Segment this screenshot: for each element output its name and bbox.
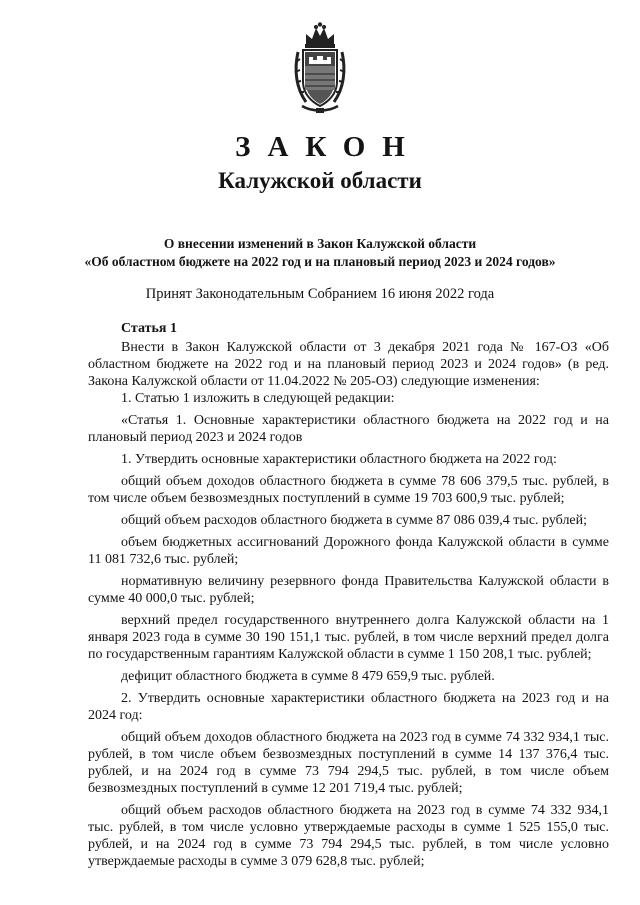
article-heading: Статья 1	[121, 321, 177, 336]
paragraph: нормативную величину резервного фонда Правительства Калужской области в сумме 40 000,0 тыс. рублей;	[88, 574, 609, 606]
paragraph: общий объем расходов областного бюджета в сумме 87 086 039,4 тыс. рублей;	[121, 513, 588, 528]
article-body	[88, 320, 609, 870]
law-title: ЗАКОН	[235, 131, 422, 163]
paragraph: общий объем доходов областного бюджета на 2023 год в сумме 74 332 934,1 тыс. рублей, в том числе объем безвозмездных поступлений в сумме 14 137 376,4 тыс. рублей, и на 2024 год в сумме 73 794 294,5 тыс. рублей, в том числе объем безвозмездных поступлений в сумме 12 201 719,4 тыс. рублей;	[88, 730, 609, 796]
region-title: Калужской области	[218, 168, 422, 193]
paragraph: 1. Утвердить основные характеристики областного бюджета на 2022 год:	[121, 452, 557, 467]
adoption-note: Принят Законодательным Собранием 16 июня 2022 года	[145, 286, 495, 302]
paragraph: общий объем расходов областного бюджета на 2023 год в сумме 74 332 934,1 тыс. рублей, в том числе условно утверждаемые расходы в сумме 1 525 155,0 тыс. рублей, и на 2024 год в сумме 73 794 294,5 тыс. рублей, в том числе условно утверждаемые расходы в сумме 3 079 628,8 тыс. рублей;	[88, 803, 609, 869]
paragraph: «Статья 1. Основные характеристики областного бюджета на 2022 год и на плановый период 2023 и 2024 годов	[88, 413, 609, 445]
paragraph: Внести в Закон Калужской области от 3 декабря 2021 года № 167-ОЗ «Об областном бюджете на 2022 год и на плановый период 2023 и 2024 годов» (в ред. Закона Калужской области от 11.04.2022 № 205-ОЗ) следующие изменения:	[88, 340, 609, 389]
paragraph: 2. Утвердить основные характеристики областного бюджета на 2023 год и на 2024 год:	[88, 691, 609, 723]
subject-line-1: О внесении изменений в Закон Калужской области	[163, 236, 477, 251]
law-subject	[40, 235, 600, 271]
paragraph: объем бюджетных ассигнований Дорожного фонда Калужской области в сумме 11 081 732,6 тыс. рублей;	[88, 535, 609, 567]
paragraph: 1. Статью 1 изложить в следующей редакции:	[121, 391, 395, 406]
paragraph: общий объем доходов областного бюджета в сумме 78 606 379,5 тыс. рублей, в том числе объем безвозмездных поступлений в сумме 19 703 600,9 тыс. рублей;	[88, 474, 609, 506]
kaluga-region-coat-of-arms-icon	[292, 22, 348, 114]
subject-line-2: «Об областном бюджете на 2022 год и на плановый период 2023 и 2024 годов»	[84, 254, 556, 269]
paragraph: верхний предел государственного внутреннего долга Калужской области на 1 января 2023 года в сумме 30 190 151,1 тыс. рублей, в том числе верхний предел долга по государственным гарантиям Калужской области в сумме 1 150 208,1 тыс. рублей;	[88, 613, 609, 662]
paragraph: дефицит областного бюджета в сумме 8 479 659,9 тыс. рублей.	[121, 669, 495, 684]
